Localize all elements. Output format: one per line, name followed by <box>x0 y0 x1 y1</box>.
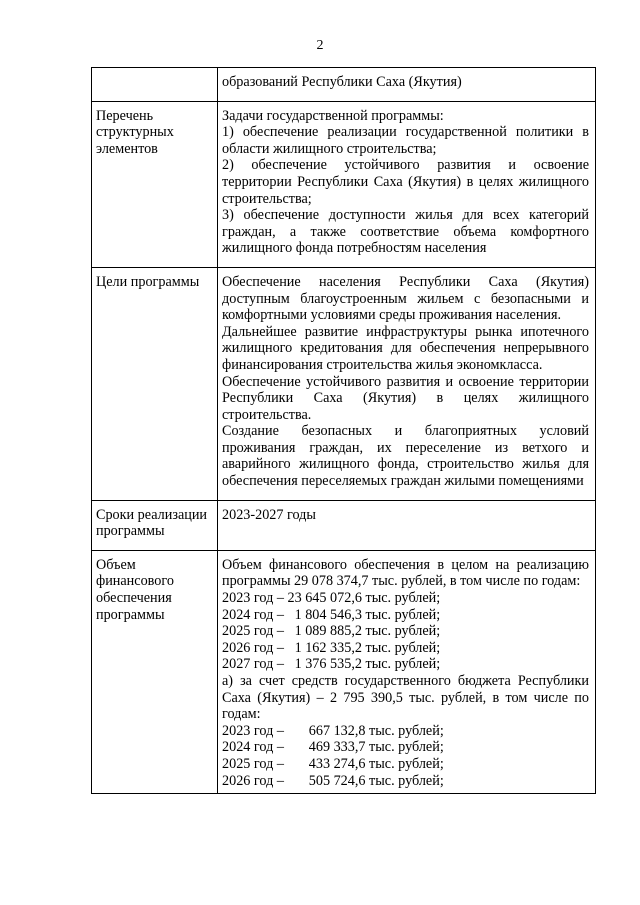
value-line: Обеспечение устойчивого развития и освоение территории Республики Саха (Якутия) в целях жилищного строительства. <box>222 373 589 423</box>
year-line: 2024 год – 469 333,7 тыс. рублей; <box>222 739 444 756</box>
year-line: 2025 год – 1 089 885,2 тыс. рублей; <box>222 623 441 640</box>
value-line: 2023-2027 годы <box>222 506 316 523</box>
year-line: 2027 год – 1 376 535,2 тыс. рублей; <box>222 656 441 673</box>
value-line: Обеспечение населения Республики Саха (Якутия) доступным благоустроенным жильем с безопасными и комфортными условиями среды проживания населения. <box>222 273 589 324</box>
table-row <box>92 68 596 102</box>
table-row <box>92 500 596 550</box>
value-line: а) за счет средств государственного бюджета Республики Саха (Якутия) – 2 795 390,5 тыс. рублей, в том числе по годам: <box>222 673 589 723</box>
value-line: 1) обеспечение реализации государственной политики в области жилищного строительства; <box>222 124 589 157</box>
year-line: 2023 год – 667 132,8 тыс. рублей; <box>222 722 444 739</box>
year-line: 2026 год – 505 724,6 тыс. рублей; <box>222 772 444 789</box>
row-label: Объем финансового обеспечения программы <box>92 550 218 793</box>
year-line: 2025 год – 433 274,6 тыс. рублей; <box>222 755 444 772</box>
year-line: 2024 год – 1 804 546,3 тыс. рублей; <box>222 606 441 623</box>
row-value <box>218 550 596 793</box>
year-line: 2026 год – 1 162 335,2 тыс. рублей; <box>222 639 441 656</box>
table-row <box>92 267 596 500</box>
row-label: Сроки реализации программы <box>92 500 218 550</box>
row-value <box>218 101 596 267</box>
table-row <box>92 101 596 267</box>
page-number: 2 <box>316 38 324 53</box>
row-value <box>218 68 596 102</box>
value-line: Задачи государственной программы: <box>222 107 444 124</box>
row-label: Цели программы <box>92 267 218 500</box>
row-label: Перечень структурных элементов <box>92 101 218 267</box>
passport-table <box>91 67 596 794</box>
table-row <box>92 550 596 793</box>
year-line: 2023 год – 23 645 072,6 тыс. рублей; <box>222 590 441 607</box>
row-label <box>92 68 218 102</box>
row-value <box>218 500 596 550</box>
value-line: Создание безопасных и благоприятных условий проживания граждан, их переселение из ветхого и аварийного жилищного фонда, строительство жилья для обеспечения переселяемых граждан жилыми помещениями <box>222 423 589 490</box>
value-line: 2) обеспечение устойчивого развития и освоение территории Республики Саха (Якутия) в целях жилищного строительства; <box>222 157 589 207</box>
value-line: Объем финансового обеспечения в целом на реализацию программы 29 078 374,7 тыс. рублей, в том числе по годам: <box>222 556 589 590</box>
value-line: образований Республики Саха (Якутия) <box>222 74 462 90</box>
value-line: Дальнейшее развитие инфраструктуры рынка ипотечного жилищного кредитования для обеспечения непрерывного финансирования строительства жилья экономкласса. <box>222 323 589 373</box>
row-value <box>218 267 596 500</box>
value-line: 3) обеспечение доступности жилья для всех категорий граждан, а также соответствие объема комфортного жилищного фонда потребностям населения <box>222 207 589 257</box>
